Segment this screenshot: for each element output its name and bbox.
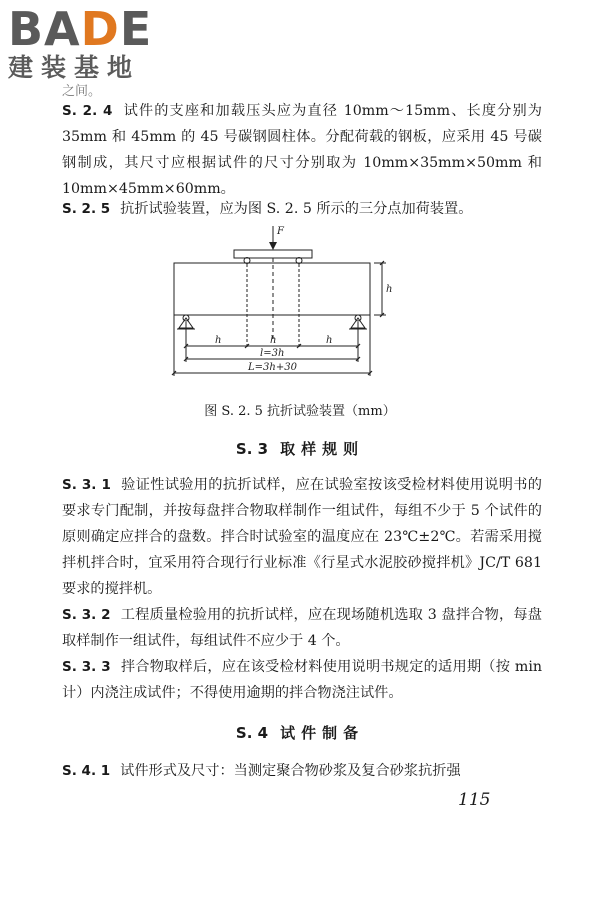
total-length-label: L=3h+30 (248, 362, 297, 373)
page-number: 115 (458, 790, 491, 810)
flexural-test-diagram (160, 222, 400, 390)
figure-caption: 图 S. 2. 5 抗折试验装置（mm） (204, 404, 396, 419)
load-plate (234, 250, 312, 258)
height-label: h (386, 284, 393, 295)
section-number: S. 3 (235, 440, 269, 458)
clause-text: 试件的支座和加载压头应为直径 10mm～15mm、长度分别为 35mm 和 45mm 的 45 号碳钢圆柱体。分配荷载的钢板，应采用 45 号碳钢制成，其尺寸应根据试件的尺寸分别取为 10mm×35mm×50mm 和 10mm×45mm×60mm。 (62, 103, 542, 197)
force-arrowhead (269, 242, 277, 250)
diagram-svg (160, 222, 400, 390)
section-heading-s4 (0, 722, 600, 743)
section-heading-s3 (0, 438, 600, 459)
clause-text: 试件形式及尺寸：当测定聚合物砂浆及复合砂浆抗折强 (120, 763, 461, 779)
span-label: l=3h (260, 348, 285, 359)
section-number: S. 4 (235, 724, 269, 742)
clause-s-2-4 (62, 98, 542, 202)
clause-number: S. 3. 3 (62, 659, 111, 675)
clause-text: 工程质量检验用的抗折试样，应在现场随机选取 3 盘拌合物，每盘取样制作一组试件，每组试件不应少于 4 个。 (62, 607, 542, 649)
clause-s-4-1 (62, 758, 542, 784)
clause-s-3-3 (62, 654, 542, 706)
clause-s-2-5 (62, 196, 542, 222)
clause-text: 拌合物取样后，应在该受检材料使用说明书规定的适用期（按 min 计）内浇注成试件；不得使用逾期的拌合物浇注试件。 (62, 659, 543, 701)
clause-s-3-1 (62, 472, 542, 602)
third-span-label-2: h (270, 335, 277, 346)
clause-text: 验证性试验用的抗折试样，应在试验室按该受检材料使用说明书的要求专门配制，并按每盘拌合物取样制作一组试件，每组不少于 5 个试件的原则确定应拌合的盘数。拌合时试验室的温度应在 23℃±2℃。若需采用搅拌机拌合时，宜采用符合现行行业标准《行星式水泥胶砂搅拌机》JC/T 681 要求的搅拌机。 (62, 477, 542, 597)
clause-number: S. 3. 1 (62, 477, 111, 493)
force-label: F (277, 226, 284, 237)
third-span-label-3: h (326, 335, 333, 346)
clause-text: 抗折试验装置，应为图 S. 2. 5 所示的三分点加荷装置。 (120, 201, 473, 217)
clause-number: S. 2. 5 (62, 201, 111, 217)
clause-number: S. 4. 1 (62, 763, 111, 779)
clause-number: S. 3. 2 (62, 607, 111, 623)
section-title: 取样规则 (280, 440, 365, 458)
third-span-label-1: h (215, 335, 222, 346)
section-title: 试件制备 (280, 724, 365, 742)
logo-subtitle: 建装基地 (8, 53, 141, 82)
specimen-beam (174, 263, 370, 315)
previous-page-fragment: 之间。 (62, 84, 102, 99)
logo-wordmark: BADE (8, 2, 153, 56)
clause-s-3-2 (62, 602, 542, 654)
clause-number: S. 2. 4 (62, 103, 113, 119)
bade-watermark-logo (8, 2, 178, 82)
